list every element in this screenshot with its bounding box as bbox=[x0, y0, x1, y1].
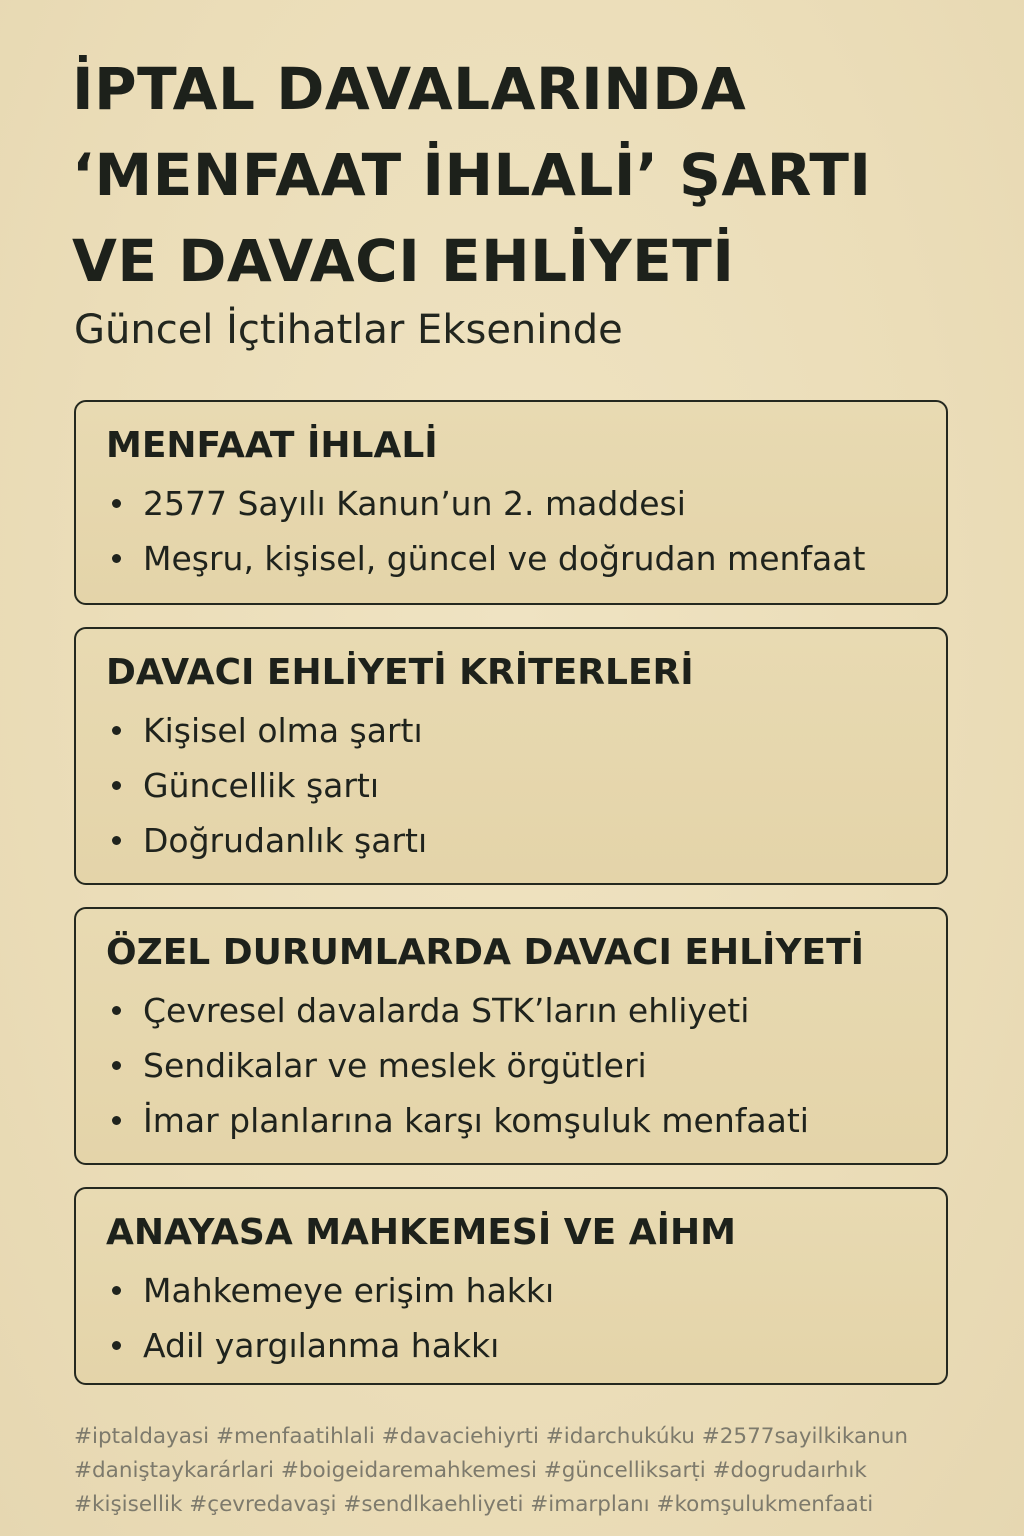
bullet-icon bbox=[112, 1116, 121, 1125]
list-item bbox=[106, 1093, 946, 1148]
bullet-list bbox=[106, 476, 946, 586]
title-line-3: VE DAVACI EHLİYETİ bbox=[72, 227, 735, 295]
bullet-icon bbox=[112, 1341, 121, 1350]
list-item bbox=[106, 758, 946, 813]
list-item-text: Çevresel davalarda STK’ların ehliyeti bbox=[143, 991, 750, 1030]
list-item bbox=[106, 1263, 946, 1318]
list-item bbox=[106, 476, 946, 531]
hashtag-footer bbox=[74, 1420, 964, 1522]
title-line-1: İPTAL DAVALARINDA bbox=[72, 55, 747, 123]
bullet-list bbox=[106, 983, 946, 1148]
bullet-icon bbox=[112, 726, 121, 735]
page-subtitle: Güncel İçtihatlar Ekseninde bbox=[74, 307, 623, 353]
bullet-list bbox=[106, 703, 946, 868]
hashtag-line: #daniştaykarárlari #boigeidaremahkemesi #güncelliksarṭi #dogrudaırhık bbox=[74, 1458, 867, 1483]
bullet-icon bbox=[112, 781, 121, 790]
list-item bbox=[106, 531, 946, 586]
bullet-icon bbox=[112, 554, 121, 563]
bullet-icon bbox=[112, 1006, 121, 1015]
list-item bbox=[106, 1038, 946, 1093]
hashtag-line: #iptaldayasi #menfaatihlali #davaciehiyrti #idarchukúku #2577sayilkikanun bbox=[74, 1424, 909, 1449]
list-item-text: Kişisel olma şartı bbox=[143, 711, 423, 750]
bullet-icon bbox=[112, 1286, 121, 1295]
list-item-text: İmar planlarına karşı komşuluk menfaati bbox=[143, 1101, 809, 1140]
hashtag-line: #kişisellik #çevredavaşi #sendlkaehliyeti #imarplanı #komşulukmenfaati bbox=[74, 1492, 874, 1517]
bullet-icon bbox=[112, 836, 121, 845]
list-item-text: Doğrudanlık şartı bbox=[143, 821, 428, 860]
list-item-text: Mahkemeye erişim hakkı bbox=[143, 1271, 555, 1310]
section-card-menfaat-ihlali bbox=[74, 400, 948, 605]
list-item bbox=[106, 1318, 946, 1373]
list-item bbox=[106, 703, 946, 758]
section-title: DAVACI EHLİYETİ KRİTERLERİ bbox=[106, 652, 694, 693]
list-item-text: 2577 Sayılı Kanun’un 2. maddesi bbox=[143, 484, 686, 523]
bullet-icon bbox=[112, 499, 121, 508]
bullet-list bbox=[106, 1263, 946, 1373]
section-title: ÖZEL DURUMLARDA DAVACI EHLİYETİ bbox=[106, 932, 865, 973]
bullet-icon bbox=[112, 1061, 121, 1070]
list-item-text: Meşru, kişisel, güncel ve doğrudan menfaat bbox=[143, 539, 866, 578]
section-card-anayasa-mahkemesi-aihm bbox=[74, 1187, 948, 1385]
page-title bbox=[72, 46, 972, 304]
title-line-2: ‘MENFAAT İHLALİ’ ŞARTI bbox=[72, 141, 872, 209]
section-card-davaci-ehliyeti-kriterleri bbox=[74, 627, 948, 885]
section-title: ANAYASA MAHKEMESİ VE AİHM bbox=[106, 1212, 736, 1253]
list-item bbox=[106, 983, 946, 1038]
section-title: MENFAAT İHLALİ bbox=[106, 425, 438, 466]
list-item-text: Adil yargılanma hakkı bbox=[143, 1326, 500, 1365]
list-item-text: Sendikalar ve meslek örgütleri bbox=[143, 1046, 647, 1085]
list-item bbox=[106, 813, 946, 868]
section-card-ozel-durumlar bbox=[74, 907, 948, 1165]
list-item-text: Güncellik şartı bbox=[143, 766, 380, 805]
